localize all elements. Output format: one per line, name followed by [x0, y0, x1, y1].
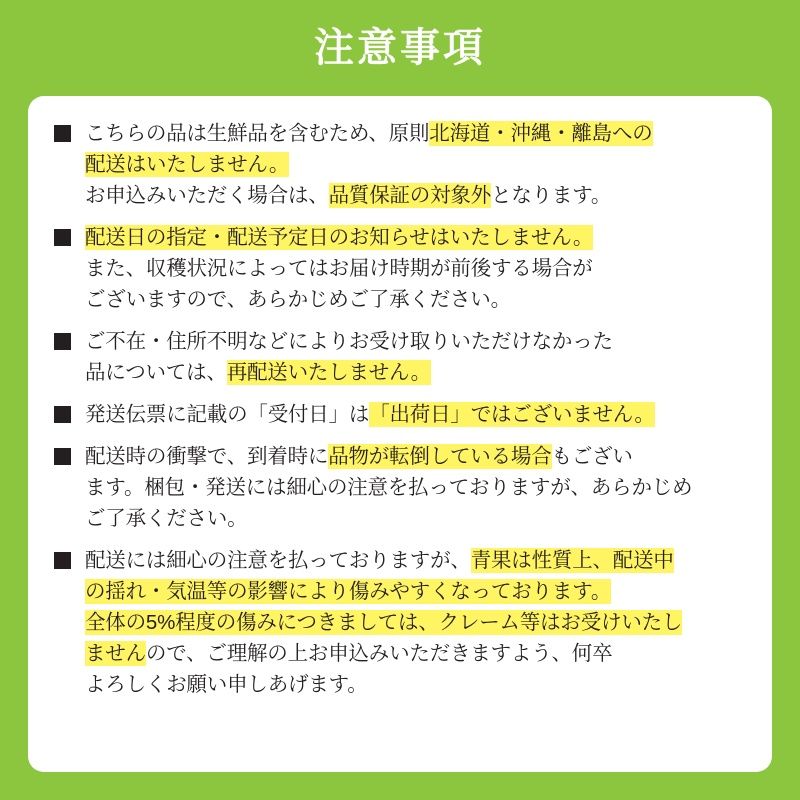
- notice-item: [54, 441, 746, 534]
- highlighted-text: ません: [85, 642, 146, 665]
- square-bullet-icon: [54, 229, 71, 246]
- plain-text: 発送伝票に記載の「受付日」は: [85, 403, 370, 426]
- highlighted-text: 全体の5%程度の傷みにつきましては、: [85, 611, 439, 634]
- plain-text: また、収穫状況によってはお届け時期が前後する場合が: [85, 257, 593, 280]
- notice-line: [85, 357, 746, 388]
- notice-line: [85, 222, 746, 253]
- notice-line: [85, 180, 746, 211]
- highlighted-text: 青果は性質上、配送中: [470, 549, 674, 572]
- square-bullet-icon: [54, 448, 71, 465]
- plain-text: もござい: [551, 445, 633, 468]
- notice-line: [85, 326, 746, 357]
- highlighted-text: 北海道・沖縄・離島への: [429, 122, 653, 145]
- plain-text: 配送時の衝撃で、到着時に: [85, 445, 329, 468]
- plain-text: 品については、: [85, 361, 227, 384]
- plain-text: ます。梱包・発送には細心の注意を払っておりますが、あらかじめ: [85, 476, 693, 499]
- notice-item: [54, 222, 746, 315]
- notice-line: [85, 441, 746, 472]
- notice-item: [54, 545, 746, 700]
- notice-card: [28, 96, 772, 772]
- plain-text: ございますので、あらかじめご了承ください。: [85, 288, 511, 311]
- square-bullet-icon: [54, 125, 71, 142]
- highlighted-text: の揺れ・気温等の影響により傷みやすくなっております。: [85, 580, 612, 603]
- notice-item: [54, 399, 746, 430]
- notice-line: [85, 472, 746, 503]
- notice-line: [85, 669, 746, 700]
- notice-line: [85, 638, 746, 669]
- notice-line: [85, 576, 746, 607]
- notice-text: [85, 441, 746, 534]
- plain-text: こちらの品は生鮮品を含むため、原則: [85, 122, 430, 145]
- notice-text: [85, 545, 746, 700]
- notice-text: [85, 399, 746, 430]
- notice-line: [85, 118, 746, 149]
- square-bullet-icon: [54, 333, 71, 350]
- notice-text: [85, 326, 746, 388]
- square-bullet-icon: [54, 406, 71, 423]
- notice-list: [54, 118, 746, 700]
- notice-line: [85, 607, 746, 638]
- notice-line: [85, 545, 746, 576]
- notice-line: [85, 284, 746, 315]
- plain-text: お申込みいただく場合は、: [85, 184, 329, 207]
- page-title: 注意事項: [314, 26, 486, 70]
- highlighted-text: 配送はいたしません。: [85, 153, 290, 176]
- highlighted-text: クレーム等はお受けいたし: [438, 611, 683, 634]
- highlighted-text: 配送日の指定・配送予定日のお知らせはいたしません。: [85, 226, 594, 249]
- plain-text: となります。: [491, 184, 612, 207]
- notice-line: [85, 503, 746, 534]
- plain-text: ご了承ください。: [85, 507, 248, 530]
- notice-line: [85, 399, 746, 430]
- square-bullet-icon: [54, 552, 71, 569]
- notice-text: [85, 118, 746, 211]
- plain-text: よろしくお願い申しあげます。: [85, 673, 368, 696]
- notice-item: [54, 118, 746, 211]
- highlighted-text: 再配送いたしません。: [226, 361, 431, 384]
- notice-line: [85, 253, 746, 284]
- highlighted-text: 「出荷日」ではございません。: [369, 403, 655, 426]
- notice-line: [85, 149, 746, 180]
- notice-item: [54, 326, 746, 388]
- plain-text: 配送には細心の注意を払っておりますが、: [85, 549, 471, 572]
- notice-text: [85, 222, 746, 315]
- plain-text: ので、ご理解の上お申込みいただきますよう、何卒: [145, 642, 613, 665]
- highlighted-text: 品物が転倒している場合: [328, 445, 552, 468]
- highlighted-text: 品質保証の対象外: [328, 184, 492, 207]
- plain-text: ご不在・住所不明などによりお受け取りいただけなかった: [85, 330, 613, 353]
